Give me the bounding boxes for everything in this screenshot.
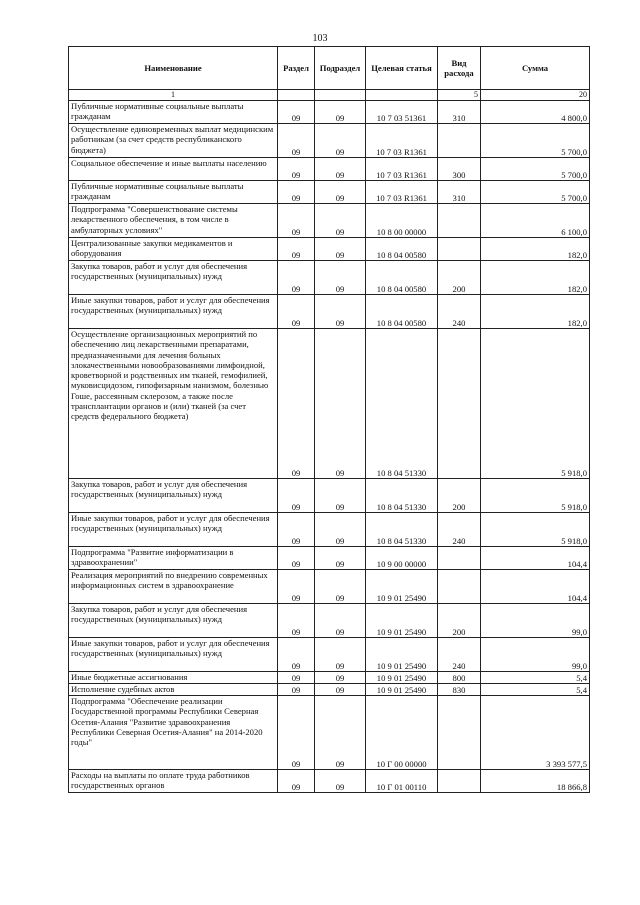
row-section: 09: [278, 672, 315, 684]
row-amount: 104,4: [481, 547, 590, 570]
row-amount: 6 100,0: [481, 204, 590, 238]
row-section: 09: [278, 261, 315, 295]
row-expense-type: [438, 770, 481, 793]
row-section: 09: [278, 204, 315, 238]
row-expense-type: 200: [438, 479, 481, 513]
row-amount: 182,0: [481, 238, 590, 261]
row-target: 10 8 04 51330: [366, 329, 438, 479]
row-amount: 5 700,0: [481, 124, 590, 158]
row-expense-type: 200: [438, 261, 481, 295]
table-row: [69, 204, 590, 238]
table-row: [69, 570, 590, 604]
row-target: 10 9 01 25490: [366, 672, 438, 684]
table-body: [69, 101, 590, 793]
row-target: 10 8 04 00580: [366, 238, 438, 261]
table-row: [69, 124, 590, 158]
column-number-3: [315, 90, 366, 101]
row-section: 09: [278, 770, 315, 793]
table-row: [69, 638, 590, 672]
row-expense-type: [438, 124, 481, 158]
row-expense-type: 300: [438, 158, 481, 181]
row-amount: 5 918,0: [481, 329, 590, 479]
row-name: Иные бюджетные ассигнования: [69, 672, 278, 684]
row-amount: 5,4: [481, 684, 590, 696]
row-subsection: 09: [315, 570, 366, 604]
row-expense-type: 310: [438, 181, 481, 204]
row-amount: 4 800,0: [481, 101, 590, 124]
row-subsection: 09: [315, 696, 366, 770]
row-name: Исполнение судебных актов: [69, 684, 278, 696]
row-expense-type: [438, 238, 481, 261]
header-amount: Сумма: [481, 47, 590, 90]
budget-table: [68, 46, 590, 793]
row-name: Иные закупки товаров, работ и услуг для обеспечения государственных (муниципальных) нужд: [69, 513, 278, 547]
row-target: 10 7 03 R1361: [366, 124, 438, 158]
row-section: 09: [278, 604, 315, 638]
row-expense-type: 240: [438, 513, 481, 547]
table-row: [69, 672, 590, 684]
row-section: 09: [278, 238, 315, 261]
row-target: 10 8 04 00580: [366, 295, 438, 329]
row-target: 10 9 01 25490: [366, 604, 438, 638]
row-name: Публичные нормативные социальные выплаты гражданам: [69, 101, 278, 124]
row-section: 09: [278, 513, 315, 547]
row-subsection: 09: [315, 158, 366, 181]
table-row: [69, 181, 590, 204]
row-section: 09: [278, 181, 315, 204]
row-name: Закупка товаров, работ и услуг для обеспечения государственных (муниципальных) нужд: [69, 479, 278, 513]
header-target: Целевая статья: [366, 47, 438, 90]
row-amount: 182,0: [481, 261, 590, 295]
header-expense: Вид расхода: [438, 47, 481, 90]
table-row: [69, 295, 590, 329]
row-target: 10 7 03 R1361: [366, 181, 438, 204]
row-subsection: 09: [315, 295, 366, 329]
row-name: Подпрограмма "Развитие информатизации в здравоохранении": [69, 547, 278, 570]
column-number-4: [366, 90, 438, 101]
row-subsection: 09: [315, 638, 366, 672]
row-subsection: 09: [315, 329, 366, 479]
table-row: [69, 604, 590, 638]
table-row: [69, 513, 590, 547]
table-row: [69, 684, 590, 696]
header-subsection: Подраздел: [315, 47, 366, 90]
row-amount: 5 700,0: [481, 158, 590, 181]
table-row: [69, 547, 590, 570]
row-name: Подпрограмма "Совершенствование системы лекарственного обеспечения, в том числе в амбулаторных условиях": [69, 204, 278, 238]
column-number-6: 20: [481, 90, 590, 101]
row-name: Публичные нормативные социальные выплаты гражданам: [69, 181, 278, 204]
row-name: Иные закупки товаров, работ и услуг для обеспечения государственных (муниципальных) нужд: [69, 638, 278, 672]
row-section: 09: [278, 295, 315, 329]
row-section: 09: [278, 124, 315, 158]
row-expense-type: 240: [438, 638, 481, 672]
table-row: [69, 479, 590, 513]
row-amount: 5 700,0: [481, 181, 590, 204]
row-amount: 5 918,0: [481, 513, 590, 547]
table-row: [69, 329, 590, 479]
table-row: [69, 158, 590, 181]
row-name: Осуществление единовременных выплат медицинским работникам (за счет средств республиканского бюджета): [69, 124, 278, 158]
row-subsection: 09: [315, 238, 366, 261]
column-number-5: 5: [438, 90, 481, 101]
row-section: 09: [278, 101, 315, 124]
row-target: 10 8 04 00580: [366, 261, 438, 295]
row-subsection: 09: [315, 684, 366, 696]
row-expense-type: 830: [438, 684, 481, 696]
row-subsection: 09: [315, 604, 366, 638]
row-subsection: 09: [315, 547, 366, 570]
table-row: [69, 101, 590, 124]
row-target: 10 Г 00 00000: [366, 696, 438, 770]
row-target: 10 9 00 00000: [366, 547, 438, 570]
table-row: [69, 696, 590, 770]
row-subsection: 09: [315, 101, 366, 124]
row-expense-type: [438, 547, 481, 570]
row-subsection: 09: [315, 204, 366, 238]
row-section: 09: [278, 547, 315, 570]
header-name: Наименование: [69, 47, 278, 90]
header-row: [69, 47, 590, 90]
row-section: 09: [278, 479, 315, 513]
row-amount: 5 918,0: [481, 479, 590, 513]
row-subsection: 09: [315, 479, 366, 513]
row-target: 10 8 04 51330: [366, 513, 438, 547]
header-section: Раздел: [278, 47, 315, 90]
row-section: 09: [278, 696, 315, 770]
row-section: 09: [278, 638, 315, 672]
row-expense-type: 240: [438, 295, 481, 329]
row-amount: 99,0: [481, 638, 590, 672]
row-target: 10 9 01 25490: [366, 570, 438, 604]
row-target: 10 7 03 R1361: [366, 158, 438, 181]
row-name: Иные закупки товаров, работ и услуг для обеспечения государственных (муниципальных) нужд: [69, 295, 278, 329]
page-number: 103: [312, 33, 328, 44]
row-target: 10 7 03 51361: [366, 101, 438, 124]
row-section: 09: [278, 684, 315, 696]
row-name: Расходы на выплаты по оплате труда работников государственных органов: [69, 770, 278, 793]
row-expense-type: [438, 204, 481, 238]
column-number-row: [69, 90, 590, 101]
row-target: 10 8 04 51330: [366, 479, 438, 513]
table-row: [69, 261, 590, 295]
row-name: Централизованные закупки медикаментов и оборудования: [69, 238, 278, 261]
row-subsection: 09: [315, 513, 366, 547]
row-section: 09: [278, 329, 315, 479]
row-target: 10 8 00 00000: [366, 204, 438, 238]
row-name: Закупка товаров, работ и услуг для обеспечения государственных (муниципальных) нужд: [69, 261, 278, 295]
row-section: 09: [278, 570, 315, 604]
row-name: Реализация мероприятий по внедрению современных информационных систем в здравоохранение: [69, 570, 278, 604]
row-target: 10 Г 01 00110: [366, 770, 438, 793]
table-row: [69, 770, 590, 793]
table-row: [69, 238, 590, 261]
row-subsection: 09: [315, 770, 366, 793]
row-expense-type: [438, 329, 481, 479]
row-section: 09: [278, 158, 315, 181]
row-name: Социальное обеспечение и иные выплаты населению: [69, 158, 278, 181]
column-number-1: 1: [69, 90, 278, 101]
row-subsection: 09: [315, 181, 366, 204]
row-expense-type: 800: [438, 672, 481, 684]
row-subsection: 09: [315, 672, 366, 684]
row-name: Осуществление организационных мероприятий по обеспечению лиц лекарственными препаратами, предназначенными для лечения больных злокачественными новообразованиями лимфоидной, кроветворной и родственных им тканей, гемофилией, муковисцидозом, гипофизарным нанизмом, болезнью Гоше, рассеянным склерозом, а также после трансплантации органов и (или) тканей (за счет средств федерального бюджета): [69, 329, 278, 479]
row-amount: 99,0: [481, 604, 590, 638]
row-name: Подпрограмма "Обеспечение реализации Государственной программы Республики Северная Осетия-Алания "Развитие здравоохранения Республики Северная Осетия-Алания" на 2014-2020 годы": [69, 696, 278, 770]
row-expense-type: 310: [438, 101, 481, 124]
row-amount: 3 393 577,5: [481, 696, 590, 770]
row-amount: 182,0: [481, 295, 590, 329]
row-expense-type: [438, 696, 481, 770]
row-target: 10 9 01 25490: [366, 684, 438, 696]
column-number-2: [278, 90, 315, 101]
row-expense-type: 200: [438, 604, 481, 638]
row-subsection: 09: [315, 124, 366, 158]
row-amount: 18 866,8: [481, 770, 590, 793]
row-name: Закупка товаров, работ и услуг для обеспечения государственных (муниципальных) нужд: [69, 604, 278, 638]
row-amount: 5,4: [481, 672, 590, 684]
row-subsection: 09: [315, 261, 366, 295]
row-target: 10 9 01 25490: [366, 638, 438, 672]
row-expense-type: [438, 570, 481, 604]
row-amount: 104,4: [481, 570, 590, 604]
